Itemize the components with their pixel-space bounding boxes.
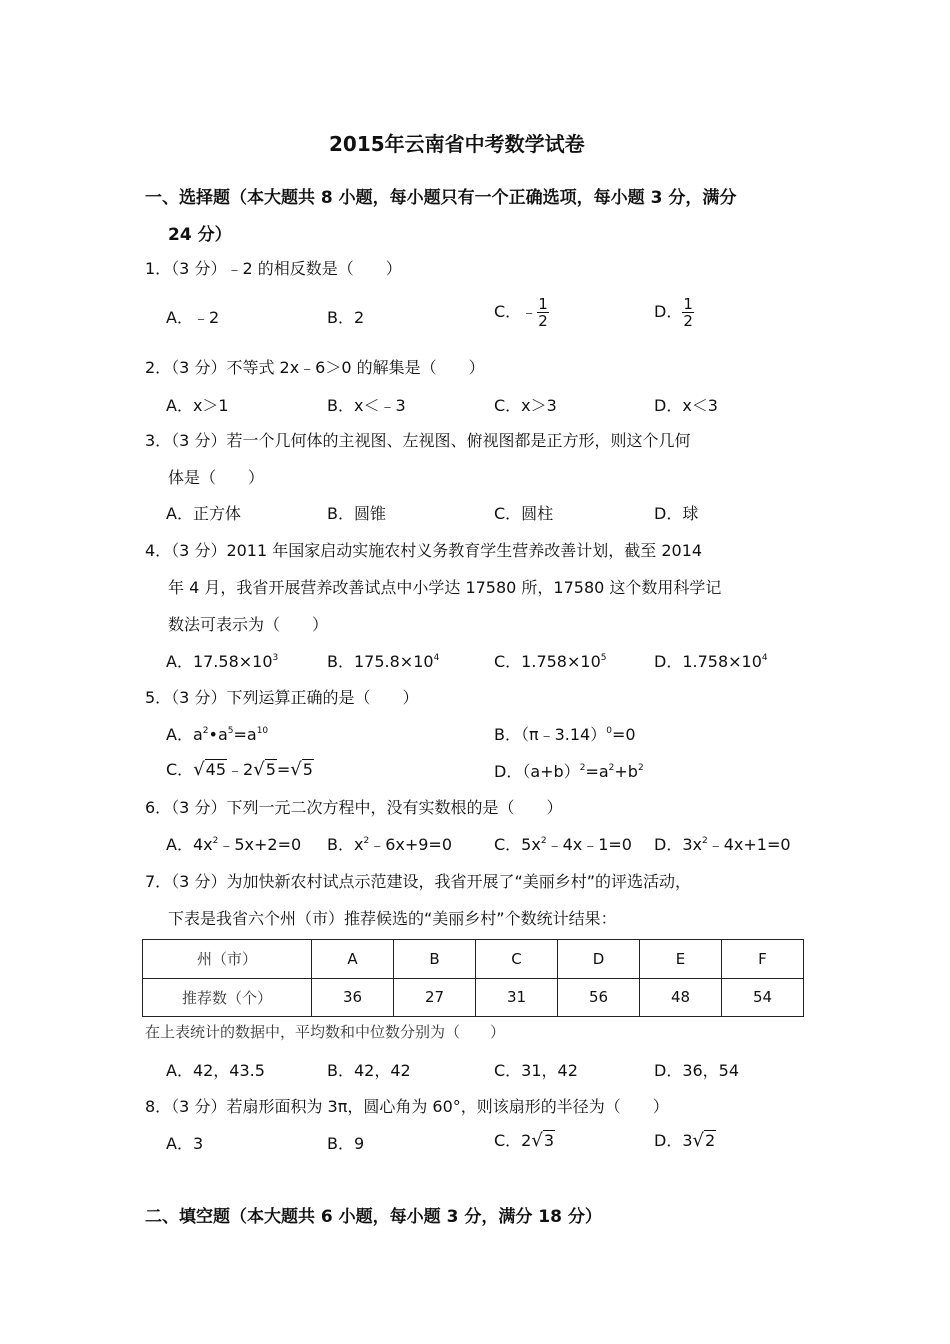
q4-option-c: C．$1.758\times 10^5$: [494, 652, 607, 671]
q3-option-c: C．圆柱: [494, 504, 554, 523]
question-8-stem: 8．（3 分）若扇形面积为 3π，圆心角为 60°，则该扇形的半径为（ ）: [145, 1097, 669, 1116]
fraction: $\frac{1}{2}$: [538, 295, 548, 330]
radical: √2: [692, 1130, 716, 1151]
q3-option-a: A．正方体: [166, 504, 241, 523]
q6-option-c: C．$5x^2﹣4x﹣1=0$: [494, 835, 632, 854]
table-col-header: A: [312, 940, 394, 979]
q7-option-c: C．31，42: [494, 1061, 578, 1080]
table-cell: 36: [312, 978, 394, 1017]
question-2-stem: 2．（3 分）不等式 2x﹣6＞0 的解集是（ ）: [145, 358, 485, 377]
q5-option-b: B．（π﹣3.14）$^0$=0: [494, 725, 636, 744]
q6-option-b: B．$x^2﹣6x+9=0$: [327, 835, 453, 854]
question-6-stem: 6．（3 分）下列一元二次方程中，没有实数根的是（ ）: [145, 798, 563, 817]
radical: √5: [253, 759, 276, 780]
q5-option-c: C．√45﹣2√5=√5: [166, 759, 313, 780]
table-col-header: B: [394, 940, 476, 979]
table-cell: 56: [558, 978, 640, 1017]
q7-option-a: A．42，43.5: [166, 1061, 265, 1080]
q2-option-a: A．x＞1: [166, 396, 229, 415]
table-cell: 48: [640, 978, 722, 1017]
question-7-stem-cont: 下表是我省六个州（市）推荐候选的“美丽乡村”个数统计结果：: [168, 909, 617, 928]
q4-option-d: D．$1.758\times 10^4$: [654, 652, 768, 671]
q5-option-d: D．$(a+b)^2=a^2+b^2$: [494, 762, 644, 781]
question-3-stem: 3．（3 分）若一个几何体的主视图、左视图、俯视图都是正方形，则这个几何: [145, 431, 691, 450]
radical: √45: [193, 759, 227, 780]
section1-heading: 一、选择题（本大题共 8 小题，每小题只有一个正确选项，每小题 3 分，满分: [145, 188, 737, 208]
table-row-label: 推荐数（个）: [143, 978, 312, 1017]
table-cell: 54: [722, 978, 804, 1017]
q3-option-b: B．圆锥: [327, 504, 386, 523]
q2-option-d: D．x＜3: [654, 396, 718, 415]
q5-option-a: A．$a^2•a^5=a^{10}$: [166, 725, 269, 744]
table-col-header: C: [476, 940, 558, 979]
question-5-stem: 5．（3 分）下列运算正确的是（ ）: [145, 688, 419, 707]
q2-option-b: B．x＜﹣3: [327, 396, 406, 415]
q3-option-d: D．球: [654, 504, 699, 523]
question-7-stem: 7．（3 分）为加快新农村试点示范建设，我省开展了“美丽乡村”的评选活动，: [145, 872, 692, 891]
statistics-table: [142, 939, 804, 1017]
table-col-header: F: [722, 940, 804, 979]
table-col-header: E: [640, 940, 722, 979]
table-header-label: 州（市）: [143, 940, 312, 979]
q6-option-a: A．$4x^2﹣5x+2=0$: [166, 835, 302, 854]
q1-option-d: D． $\frac{1}{2}$: [654, 295, 693, 330]
q6-option-d: D．$3x^2﹣4x+1=0$: [654, 835, 791, 854]
section1-heading-cont: 24 分）: [168, 225, 232, 245]
q7-option-b: B．42，42: [327, 1061, 411, 1080]
table-row: [143, 940, 804, 979]
q1-option-b: B．2: [327, 308, 365, 327]
question-4-stem-cont2: 数法可表示为（ ）: [168, 615, 329, 634]
q4-option-a: A．$17.58\times 10^3$: [166, 652, 279, 671]
q1-option-c: C．﹣ $\frac{1}{2}$: [494, 295, 548, 330]
question-3-stem-cont: 体是（ ）: [168, 468, 265, 487]
q8-option-a: A．3: [166, 1134, 204, 1153]
question-7-after-table: 在上表统计的数据中，平均数和中位数分别为（ ）: [145, 1023, 506, 1041]
table-cell: 31: [476, 978, 558, 1017]
question-4-stem-cont1: 年 4 月，我省开展营养改善试点中小学达 17580 所，17580 这个数用科学记: [168, 578, 722, 597]
q8-option-c: C．2√3: [494, 1130, 555, 1151]
table-cell: 27: [394, 978, 476, 1017]
radical: √3: [531, 1130, 555, 1151]
q7-option-d: D．36，54: [654, 1061, 740, 1080]
q8-option-b: B．9: [327, 1134, 365, 1153]
fraction: $\frac{1}{2}$: [683, 295, 693, 330]
table-row: [143, 978, 804, 1017]
q8-option-d: D．3√2: [654, 1130, 716, 1151]
question-4-stem: 4．（3 分）2011 年国家启动实施农村义务教育学生营养改善计划，截至 2014: [145, 541, 703, 560]
q2-option-c: C．x＞3: [494, 396, 557, 415]
question-1-stem: 1．（3 分）﹣2 的相反数是（ ）: [145, 259, 402, 278]
section2-heading: 二、填空题（本大题共 6 小题，每小题 3 分，满分 18 分）: [145, 1207, 602, 1227]
q1-option-a: A．﹣2: [166, 308, 220, 327]
page-title: 2015年云南省中考数学试卷: [329, 132, 585, 156]
table-col-header: D: [558, 940, 640, 979]
q4-option-b: B．$175.8\times 10^4$: [327, 652, 440, 671]
radical: √5: [290, 759, 313, 780]
